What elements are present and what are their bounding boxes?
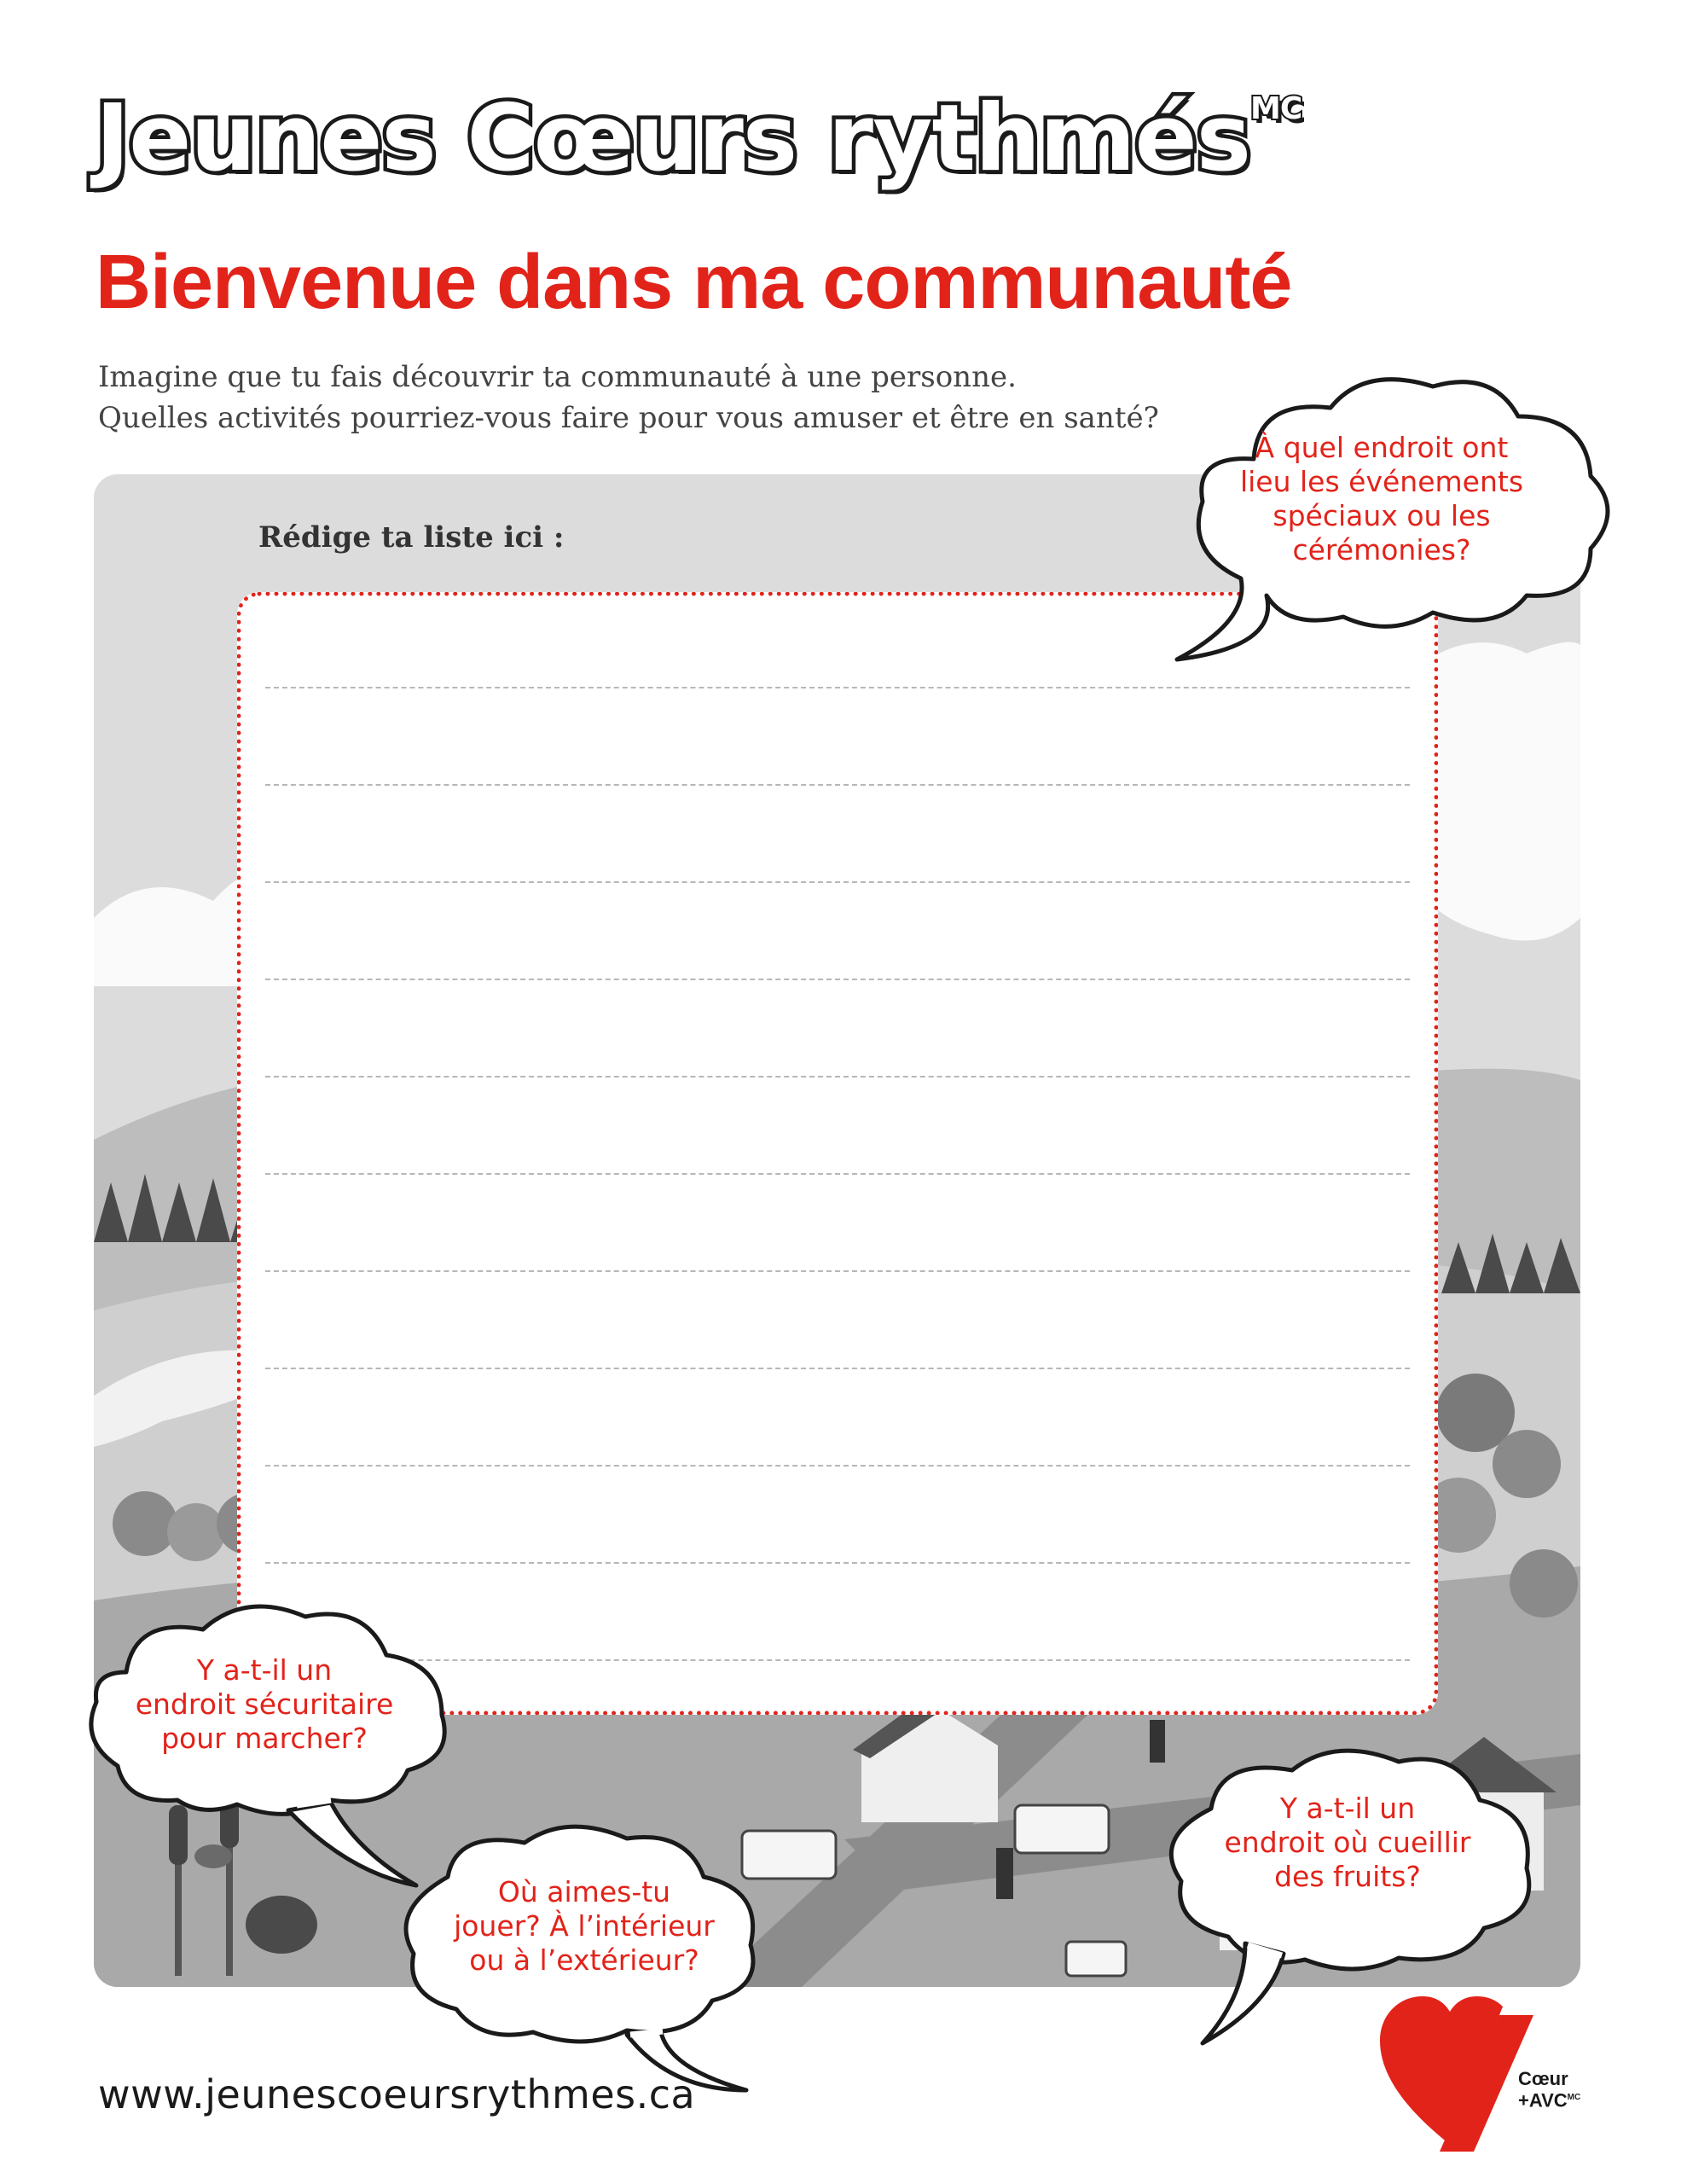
writing-line[interactable] xyxy=(265,687,1410,688)
writing-line[interactable] xyxy=(265,1465,1410,1467)
heart-stroke-logo-icon xyxy=(1380,1981,1581,2152)
writing-line[interactable] xyxy=(265,979,1410,980)
writing-line[interactable] xyxy=(265,1173,1410,1175)
writing-line[interactable] xyxy=(265,1076,1410,1077)
bubble-events-text: À quel endroit ont lieu les événements spéciaux ou les cérémonies? xyxy=(1239,431,1524,566)
trademark-mark: MC xyxy=(1250,91,1302,126)
website-link[interactable]: www.jeunescoeursrythmes.ca xyxy=(98,2071,696,2117)
writing-line[interactable] xyxy=(265,1562,1410,1564)
writing-line[interactable] xyxy=(265,784,1410,786)
writing-line[interactable] xyxy=(265,1270,1410,1272)
bubble-play-text: Où aimes-tu jouer? À l’intérieur ou à l’extérieur? xyxy=(454,1875,715,1977)
bubble-walk-text: Y a-t-il un endroit sécuritaire pour marcher? xyxy=(135,1653,394,1755)
writing-line[interactable] xyxy=(265,881,1410,883)
list-label: Rédige ta liste ici : xyxy=(258,520,565,555)
intro-line-1: Imagine que tu fais découvrir ta communauté à une personne. xyxy=(98,360,1017,394)
page-title: Bienvenue dans ma communauté xyxy=(96,240,1292,325)
list-writing-area[interactable] xyxy=(237,592,1438,1715)
brand-wordmark: Jeunes Cœurs rythmés$^{MC}$ xyxy=(96,85,1302,192)
writing-line[interactable] xyxy=(265,1368,1410,1369)
logo-wordmark: Cœur $+AVC^{MC}$ xyxy=(1518,2068,1581,2111)
bubble-fruits-text: Y a-t-il un endroit où cueillir des fruits? xyxy=(1224,1792,1471,1893)
intro-line-2: Quelles activités pourriez-vous faire pour vous amuser et être en santé? xyxy=(98,401,1159,435)
